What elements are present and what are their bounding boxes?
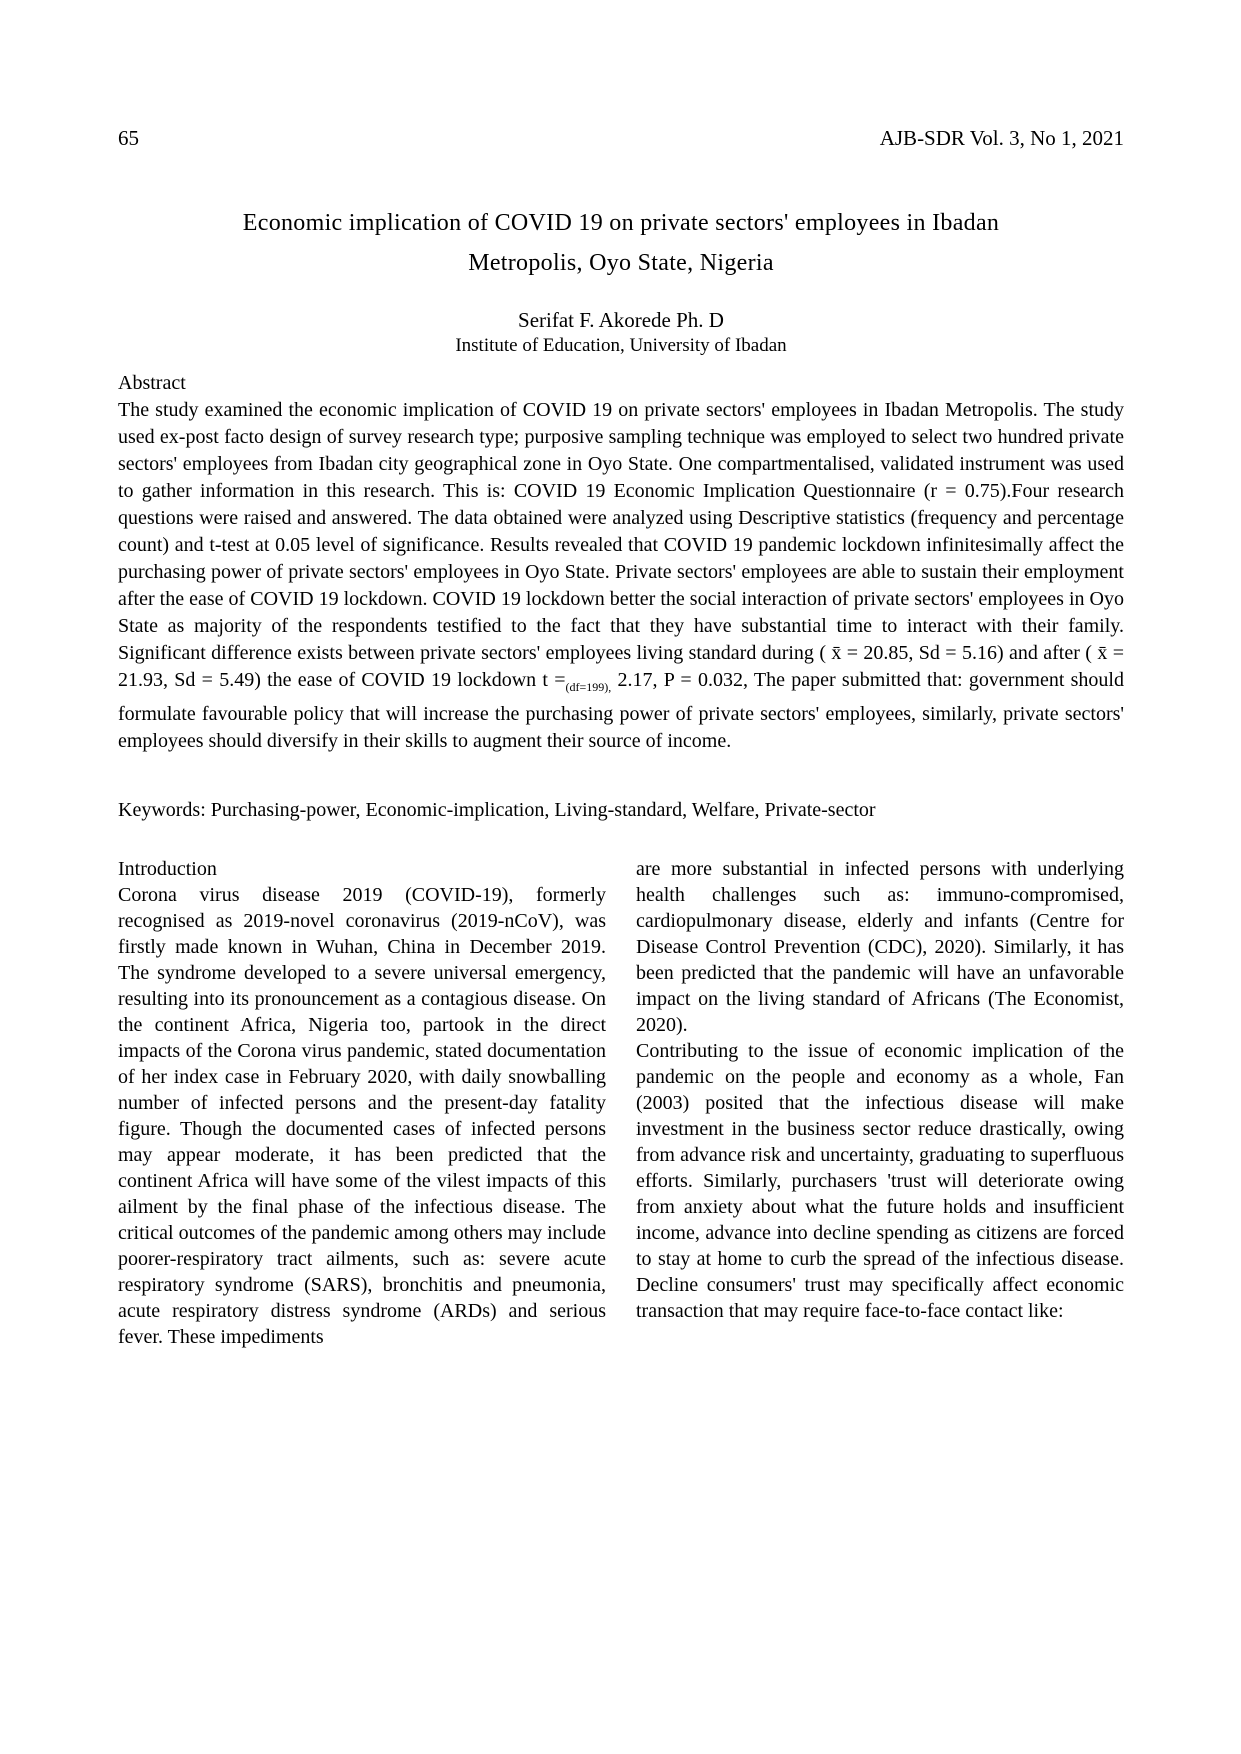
introduction-left-column [118,856,606,1350]
paper-title-line-2: Metropolis, Oyo State, Nigeria [468,250,774,276]
introduction-right-paragraph-2: Contributing to the issue of economic implication of the pandemic on the people and economy as a whole, Fan (2003) posited that the infectious disease will make investment in the business sector reduce drastically, owing from advance risk and uncertainty, graduating to superfluous efforts. Similarly, purchasers 'trust will deteriorate owing from anxiety about what the future holds and insufficient income, advance into decline spending as citizens are forced to stay at home to curb the spread of the infectious disease. Decline consumers' trust may specifically affect economic transaction that may require face-to-face contact like: [636,1040,1124,1322]
abstract-text-before-subscript: The study examined the economic implication of COVID 19 on private sectors' employees in Ibadan Metropolis. The study used ex-post facto design of survey research type; purposive sampling technique was employed to select two hundred private sectors' employees from Ibadan city geographical zone in Oyo State. One compartmentalised, validated instrument was used to gather information in this research. This is: COVID 19 Economic Implication Questionnaire (r = 0.75).Four research questions were raised and answered. The data obtained were analyzed using Descriptive statistics (frequency and percentage count) and t-test at 0.05 level of significance. Results revealed that COVID 19 pandemic lockdown infinitesimally affect the purchasing power of private sectors' employees in Oyo State. Private sectors' employees are able to sustain their employment after the ease of COVID 19 lockdown. COVID 19 lockdown better the social interaction of private sectors' employees in Oyo State as majority of the respondents testified to the fact that they have substantial time to interact with their family. Significant difference exists between private sectors' employees living standard during ( x̄ = 20.85, Sd = 5.16) and after ( x̄ = 21.93, Sd = 5.49) the ease of COVID 19 lockdown t = [118,399,1124,691]
paper-title [118,203,1124,283]
author-block [118,307,1124,359]
introduction-right-paragraph-1: are more substantial in infected persons with underlying health challenges such as: immuno-compromised, cardiopulmonary disease, elderly and infants (Centre for Disease Control Prevention (CDC), 2020). Similarly, it has been predicted that the pandemic will have an unfavorable impact on the living standard of Africans (The Economist, 2020). [636,858,1124,1036]
journal-reference: AJB-SDR Vol. 3, No 1, 2021 [879,126,1124,150]
introduction-left-paragraph: Corona virus disease 2019 (COVID-19), formerly recognised as 2019-novel coronavirus (2019-nCoV), was firstly made known in Wuhan, China in December 2019. The syndrome developed to a severe universal emergency, resulting into its pronouncement as a contagious disease. On the continent Africa, Nigeria too, partook in the direct impacts of the Corona virus pandemic, stated documentation of her index case in February 2020, with daily snowballing number of infected persons and the present-day fatality figure. Though the documented cases of infected persons may appear moderate, it has been predicted that the continent Africa will have some of the vilest impacts of this ailment by the final phase of the infectious disease. The critical outcomes of the pandemic among others may include poorer-respiratory tract ailments, such as: severe acute respiratory syndrome (SARS), bronchitis and pneumonia, acute respiratory distress syndrome (ARDs) and serious fever. These impediments [118,884,606,1348]
author-name: Serifat F. Akorede Ph. D [518,308,724,332]
page-number: 65 [118,126,139,150]
author-affiliation: Institute of Education, University of Ibadan [455,335,787,356]
abstract-body [118,397,1124,755]
introduction-columns [118,856,1124,1350]
introduction-heading: Introduction [118,858,217,880]
abstract-heading: Abstract [118,372,186,394]
keywords-line: Keywords: Purchasing-power, Economic-implication, Living-standard, Welfare, Private-sector [118,799,876,821]
paper-title-line-1: Economic implication of COVID 19 on private sectors' employees in Ibadan [242,210,1000,236]
abstract-df-subscript: (df=199), [565,680,612,694]
abstract-text-after-subscript: 2.17, P = 0.032, The paper submitted that: government should formulate favourable policy that will increase the purchasing power of private sectors' employees, similarly, private sectors' employees should diversify in their skills to augment their source of income. [118,669,1124,752]
page-header [118,126,1124,150]
introduction-right-column [636,856,1124,1350]
